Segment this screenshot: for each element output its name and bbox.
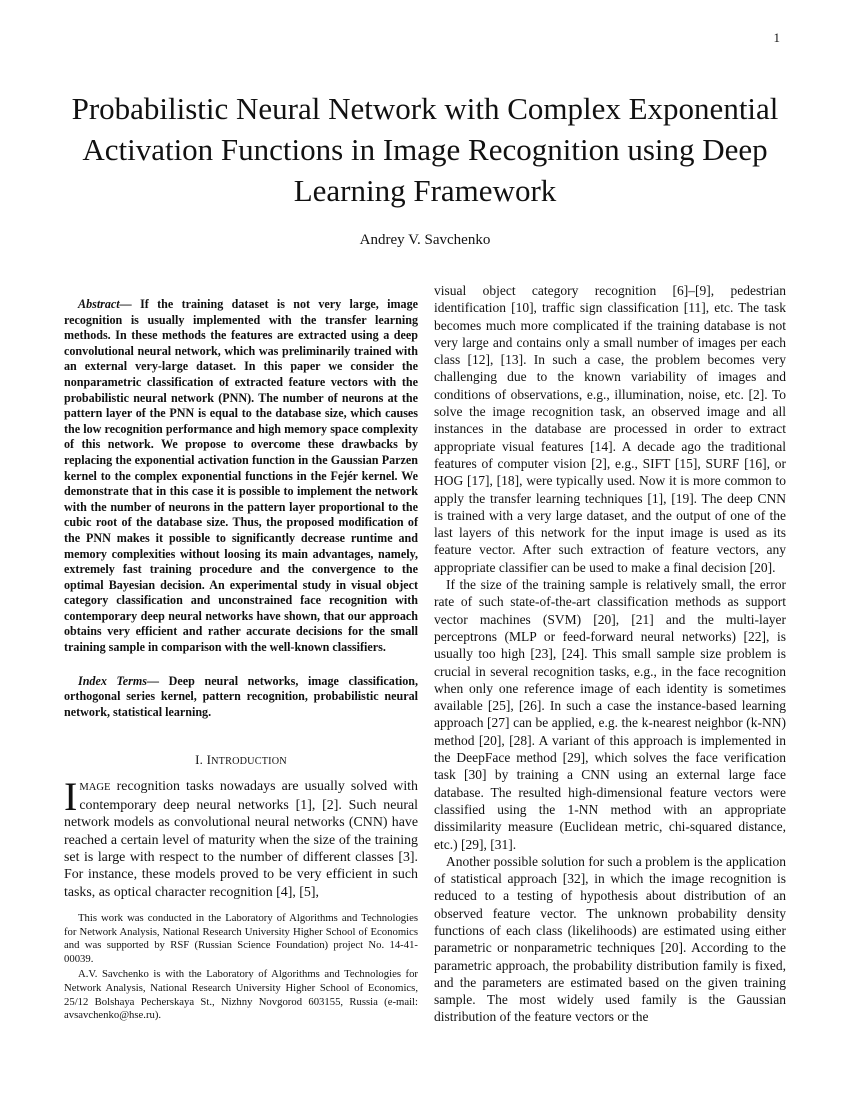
paper-title: Probabilistic Neural Network with Complex Exponential Activation Functions in Image Recognition using Deep Learning Framework bbox=[71, 91, 779, 208]
body-paragraph-3: Another possible solution for such a problem is the application of statistical approach [32], in which the image recognition is reduced to a testing of hypothesis about distribution of an observed feature vector. The unknown probability density functions of each class (likelihoods) are estimated using either parametric or nonparametric techniques [20]. According to the parametric approach, the probability distribution family is fixed, and the parameters are estimated based on the given training sample. The most widely used family is the Gaussian distribution of the feature vectors or the bbox=[434, 853, 786, 1025]
abstract-text: If the training dataset is not very large, image recognition is usually implemented with the transfer learning methods. In these methods the features are extracted using a deep convolutional neural network, which was preliminarily trained with an external very-large dataset. In this paper we consider the nonparametric classification of extracted feature vectors with the probabilistic neural network (PNN). The number of neurons at the pattern layer of the PNN is equal to the database size, which causes the low recognition performance and high memory space complexity of this network. We propose to overcome these drawbacks by replacing the exponential activation function in the Gaussian Parzen kernel to the complex exponential functions in the Fejér kernel. We demonstrate that in this case it is possible to implement the network with the number of neurons in the pattern layer proportional to the cubic root of the database size. Thus, the proposed modification of the PNN makes it possible to significantly decrease runtime and memory complexities without loosing its main advantages, namely, extremely fast training procedure and the convergence to the optimal Bayesian decision. An experimental study in visual object category classification and unconstrained face recognition with contemporary deep neural networks have shown, that our approach obtains very efficient and rather accurate decisions for the small training sample in comparison with the well-known classifiers. bbox=[64, 297, 418, 655]
section-heading-introduction bbox=[64, 752, 418, 768]
right-column bbox=[434, 282, 786, 1026]
intro-text: recognition tasks nowadays are usually solved with contemporary deep neural networks [1], [2]. Such neural network models as convolutional neural networks (CNN) have reached a certain level of maturity when the size of the training set is large with respect to the number of different classes [3]. For instance, these models proved to be very efficient in such tasks, as optical character recognition [4], [5], bbox=[64, 779, 418, 900]
section-title-rest: NTRODUCTION bbox=[211, 756, 287, 768]
drop-cap-rest: MAGE bbox=[79, 782, 111, 794]
body-paragraph-1: visual object category recognition [6]–[9], pedestrian identification [10], traffic sign classification [11], etc. The task becomes much more complicated if the training database is not very large and contains only a small number of images per each class [12], [13]. In such a case, the problem becomes very challenging due to the known variability of images and conditions of observations, e.g., illumination, noise, etc. [2]. To solve the image recognition task, an observed image and all instances in the database are processed in order to extract appropriate visual features [14]. A decade ago the traditional features of computer vision [2], e.g., SIFT [15], SURF [16], or HOG [17], [18], were typically used. Now it is more common to apply the transfer learning techniques [1], [19]. The deep CNN is trained with a very large dataset, and the output of one of the last layers of this network for the input image is used as its feature vector. After such extraction of feature vectors, any appropriate classifier can be used to make a final decision [20]. bbox=[434, 283, 786, 575]
page-number: 1 bbox=[773, 30, 780, 45]
footnote-funding: This work was conducted in the Laboratory of Algorithms and Technologies for Network Analysis, National Research University Higher School of Economics and was supported by RSF (Russian Science Foundation) project No. 14-41-00039. bbox=[64, 912, 418, 965]
body-paragraph-2: If the size of the training sample is relatively small, the error rate of such state-of-the-art classification methods as support vector machines (SVM) [20], [21] and the multi-layer perceptrons (MLP or feed-forward neural networks) [22], is usually too high [23], [24]. This small sample size problem is crucial in several recognition tasks, e.g., in the face recognition when only one reference image of each identity is sometimes available [25], [26]. In such a case the instance-based learning approach [27] can be applied, e.g. the k-nearest neighbor (k-NN) method [20], [28]. A variant of this approach is implemented in the DeepFace method [29], which solves the face verification task [30] by training a CNN using an external large face database. The resulted high-dimensional feature vectors were classified using the 1-NN method with an appropriate dissimilarity measure (Euclidean metric, chi-squared distance, etc.) [29], [31]. bbox=[434, 577, 786, 852]
index-terms bbox=[64, 674, 418, 721]
left-column bbox=[64, 297, 418, 901]
section-title-initial: I bbox=[206, 752, 212, 768]
section-number: I. bbox=[195, 752, 204, 768]
drop-cap: I bbox=[64, 774, 78, 820]
abstract-label: Abstract— bbox=[78, 297, 132, 311]
footnotes bbox=[64, 912, 418, 1025]
footnote-affiliation: A.V. Savchenko is with the Laboratory of Algorithms and Technologies for Network Analysis, National Research University Higher School of Economics, 25/12 Bolshaya Pecherskaya St., Nizhny Novgorod 603155, Russia (e-mail: avsavchenko@hse.ru). bbox=[64, 968, 418, 1022]
abstract bbox=[64, 297, 418, 656]
index-terms-text: Deep neural networks, image classification, orthogonal series kernel, pattern recognition, probabilistic neural network, statistical learning. bbox=[64, 673, 419, 719]
author-name: Andrey V. Savchenko bbox=[359, 232, 491, 248]
intro-paragraph bbox=[64, 774, 418, 901]
index-terms-label: Index Terms— bbox=[78, 673, 160, 688]
